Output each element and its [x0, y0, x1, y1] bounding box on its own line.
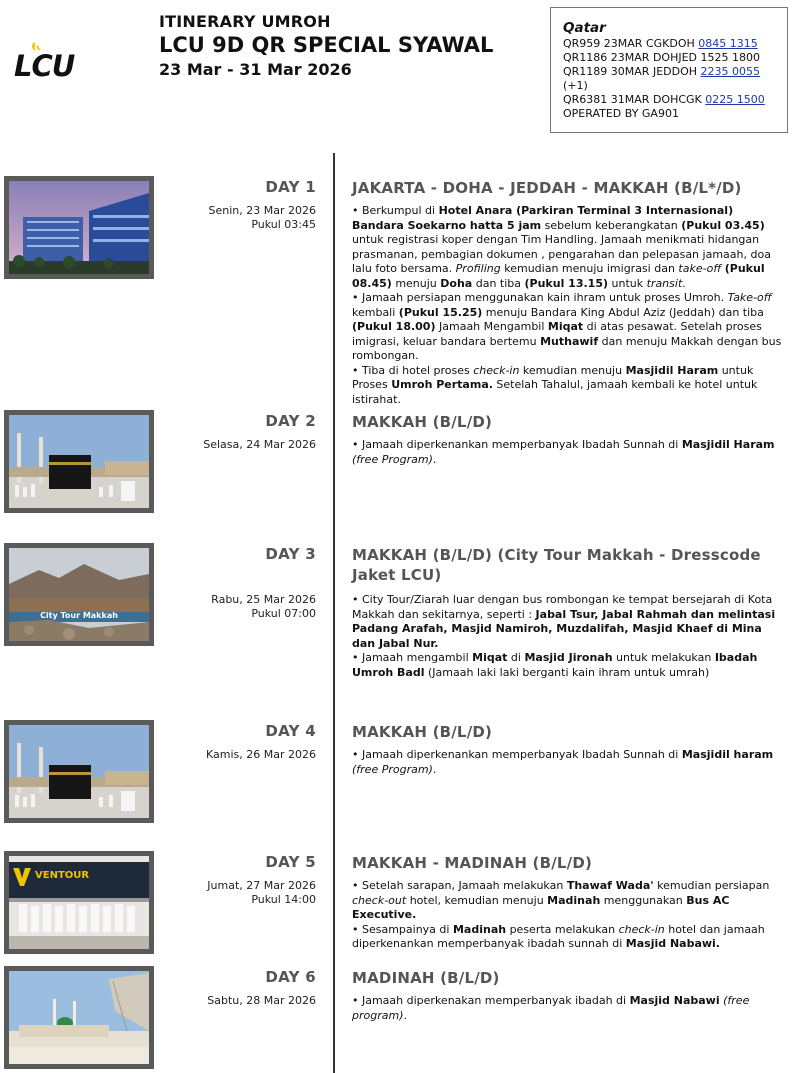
text-segment: .: [432, 452, 437, 466]
text-segment: (Pukul 15.25): [398, 305, 483, 319]
text-segment: Masjid Nabawi.: [625, 937, 720, 950]
text-segment: Madinah: [547, 893, 601, 907]
photo-caption: City Tour Makkah: [40, 611, 118, 620]
text-segment: Profiling: [455, 262, 501, 275]
text-segment: untuk registrasi koper dengan Tim Handling. Jamaah menikmati hidangan prasmanan, pembagian dokumen , pengarahan dan pelepasan jamaah, doa lalu foto bersama.: [352, 233, 771, 275]
flight-text: OPERATED BY GA901: [563, 107, 679, 120]
flight-time-link[interactable]: 0225 1500: [705, 93, 765, 106]
text-segment: Doha: [440, 276, 473, 290]
date-text: Rabu, 25 Mar 2026: [211, 593, 316, 606]
date-text: Senin, 23 Mar 2026: [208, 204, 316, 217]
text-segment: peserta melakukan: [506, 922, 619, 936]
date-text: Kamis, 26 Mar 2026: [206, 748, 316, 761]
description-paragraph: [352, 748, 788, 777]
flight-line: [563, 107, 775, 121]
text-segment: hotel, kemudian menuju: [406, 893, 548, 907]
flight-line: [563, 51, 775, 65]
text-segment: (free Program): [352, 452, 433, 466]
day-title: JAKARTA - DOHA - JEDDAH - MAKKAH (B/L*/D): [352, 179, 742, 197]
text-segment: • Jamaah diperkenankan memperbanyak Ibadah Sunnah di: [352, 748, 682, 761]
day-photo: [4, 410, 154, 513]
text-segment: • Jamaah diperkenakan memperbanyak ibadah di: [352, 994, 630, 1007]
text-segment: dan menuju Makkah dengan bus rombongan.: [352, 334, 782, 362]
text-segment: transit: [646, 276, 683, 290]
text-segment: Ibadah Umroh Badl: [352, 651, 758, 679]
flight-text: QR6381 31MAR DOHCGK: [563, 93, 706, 106]
text-segment: • Sesampainya di: [352, 922, 453, 936]
hotel-building-photo: [9, 181, 149, 274]
flight-time-link[interactable]: 2235 0055: [700, 65, 761, 78]
kaaba-photo: [9, 415, 149, 508]
date-text: Selasa, 24 Mar 2026: [203, 438, 316, 451]
text-segment: Miqat: [547, 320, 584, 333]
text-segment: menuju: [391, 276, 441, 290]
text-segment: (Jamaah laki laki berganti kain ihram untuk umrah): [424, 665, 710, 679]
text-segment: Madinah: [452, 922, 507, 936]
text-segment: Masjidil Haram: [625, 363, 719, 377]
day-photo: [4, 851, 154, 954]
text-segment: (Pukul 08.45): [352, 262, 765, 290]
date-text: Sabtu, 28 Mar 2026: [207, 994, 316, 1007]
text-segment: • Jamaah diperkenankan memperbanyak Ibadah Sunnah di: [352, 438, 682, 451]
text-segment: untuk: [608, 276, 647, 290]
text-segment: .: [432, 762, 437, 776]
city-tour-photo: [9, 548, 149, 641]
flight-text: QR959 23MAR CGKDOH: [563, 37, 699, 50]
text-segment: Thawaf Wada': [566, 879, 654, 892]
group-bus-photo: [9, 856, 149, 949]
day-label: DAY 4: [265, 722, 316, 740]
day-description: [352, 994, 788, 1023]
text-segment: Miqat: [472, 651, 508, 664]
description-paragraph: [352, 923, 788, 952]
nabawi-photo: [9, 971, 149, 1064]
text-segment: di atas pesawat. Setelah proses imigrasi, keluar bandara bertemu: [352, 320, 762, 348]
svg-text:LCU: LCU: [14, 49, 75, 80]
lcu-logo-icon: [12, 38, 88, 80]
text-segment: Bus AC Executive.: [352, 893, 730, 921]
itinerary-header: [159, 12, 493, 79]
flight-text: QR1186 23MAR DOHJED 1525 1800: [563, 51, 760, 64]
day-label: DAY 6: [265, 968, 316, 986]
flight-list: [563, 37, 775, 121]
flight-line: [563, 79, 775, 93]
text-segment: untuk melakukan: [612, 651, 715, 664]
text-segment: menuju Bandara King Abdul Aziz (Jeddah) dan tiba: [482, 305, 764, 319]
text-segment: Masjid Jironah: [524, 651, 613, 664]
text-segment: (Pukul 18.00): [352, 320, 436, 333]
text-segment: Masjidil Haram: [681, 438, 775, 451]
description-paragraph: [352, 593, 788, 651]
day-title: MAKKAH (B/L/D) (City Tour Makkah - Dresscode Jaket LCU): [352, 546, 761, 584]
flight-line: [563, 93, 775, 107]
day-label: DAY 2: [265, 412, 316, 430]
text-segment: • City Tour/Ziarah luar dengan bus rombongan ke tempat bersejarah di Kota Makkah dan sekitarnya, seperti :: [352, 593, 773, 621]
day-date: [207, 994, 316, 1008]
text-segment: kemudian persiapan: [653, 879, 770, 892]
day-label: DAY 5: [265, 853, 316, 871]
text-segment: • Jamaah mengambil: [352, 651, 473, 664]
text-segment: hotel dan jamaah diperkenankan memperbanyak ibadah sunnah di: [352, 922, 765, 950]
text-segment: kemudian menuju: [519, 363, 626, 377]
flight-text: (+1): [563, 79, 588, 92]
text-segment: • Jamaah persiapan menggunakan kain ihram untuk proses Umroh.: [352, 291, 728, 304]
text-segment: take-off: [678, 262, 722, 275]
day-title: MAKKAH (B/L/D): [352, 723, 493, 741]
day-date: [209, 204, 316, 232]
time-text: Pukul 07:00: [251, 607, 316, 620]
description-paragraph: [352, 994, 788, 1023]
text-segment: Jabal Tsur, Jabal Rahmah dan melintasi Padang Arafah, Masjid Namiroh, Muzdalifah, Masjid Khaef di Mina dan Jabal Nur.: [352, 607, 776, 650]
description-paragraph: [352, 651, 788, 680]
text-segment: (Pukul 03.45): [681, 218, 765, 232]
description-paragraph: [352, 204, 788, 291]
day-label: DAY 3: [265, 545, 316, 563]
package-name: LCU 9D QR SPECIAL SYAWAL: [159, 33, 494, 57]
text-segment: Umroh Pertama.: [391, 378, 493, 391]
text-segment: (Pukul 13.15): [524, 276, 609, 290]
day-description: [352, 748, 788, 777]
text-segment: di: [507, 651, 525, 664]
day-title: MADINAH (B/L/D): [352, 969, 500, 987]
flight-line: [563, 37, 775, 51]
timeline-divider: [333, 153, 335, 1073]
text-segment: (free program): [352, 994, 750, 1022]
kaaba-photo: [9, 725, 149, 818]
description-paragraph: [352, 438, 788, 467]
brand-logo: [12, 38, 88, 80]
travel-dates: 23 Mar - 31 Mar 2026: [159, 60, 352, 79]
day-date: [206, 748, 316, 762]
text-segment: .: [682, 276, 686, 290]
text-segment: kembali: [352, 305, 399, 319]
day-photo: [4, 176, 154, 279]
day-description: [352, 204, 788, 407]
day-date: [203, 438, 316, 452]
document-type: ITINERARY UMROH: [159, 12, 331, 31]
time-text: Pukul 03:45: [251, 218, 316, 231]
text-segment: Hotel Anara (Parkiran Terminal 3 Internasional) Bandara Soekarno hatta 5 jam: [352, 204, 734, 232]
text-segment: • Setelah sarapan, Jamaah melakukan: [352, 879, 567, 892]
flight-text: QR1189 30MAR JEDDOH: [563, 65, 701, 78]
photo-caption: VENTOUR: [35, 870, 90, 881]
airline-name: Qatar: [563, 20, 606, 36]
text-segment: check-in: [618, 922, 665, 936]
time-text: Pukul 14:00: [251, 893, 316, 906]
day-description: [352, 593, 788, 680]
day-photo: [4, 543, 154, 646]
flight-line: [563, 65, 775, 79]
text-segment: dan tiba: [472, 276, 525, 290]
text-segment: check-in: [473, 363, 520, 377]
text-segment: check-out: [352, 893, 407, 907]
day-description: [352, 879, 788, 952]
flight-info-box: [550, 7, 788, 133]
text-segment: sebelum keberangkatan: [541, 218, 682, 232]
text-segment: Masjid Nabawi: [629, 994, 720, 1007]
day-title: MAKKAH (B/L/D): [352, 413, 493, 431]
text-segment: Jamaah Mengambil: [435, 320, 548, 333]
description-paragraph: [352, 879, 788, 923]
text-segment: untuk Proses: [352, 363, 754, 391]
description-paragraph: [352, 291, 788, 364]
day-label: DAY 1: [265, 178, 316, 196]
day-title: MAKKAH - MADINAH (B/L/D): [352, 854, 593, 872]
text-segment: Masjidil haram: [681, 748, 774, 761]
day-photo: [4, 966, 154, 1069]
text-segment: Take-off: [727, 291, 772, 304]
date-text: Jumat, 27 Mar 2026: [207, 879, 316, 892]
text-segment: kemudian menuju imigrasi dan: [500, 262, 679, 275]
description-paragraph: [352, 364, 788, 408]
day-date: [207, 879, 316, 907]
day-date: [211, 593, 316, 621]
text-segment: Muthawif: [540, 334, 599, 348]
text-segment: menggunakan: [600, 893, 687, 907]
text-segment: (free Program): [352, 762, 433, 776]
text-segment: • Berkumpul di: [352, 204, 439, 217]
text-segment: .: [403, 1008, 407, 1022]
day-description: [352, 438, 788, 467]
day-photo: [4, 720, 154, 823]
flight-time-link[interactable]: 0845 1315: [698, 37, 758, 50]
text-segment: • Tiba di hotel proses: [352, 363, 474, 377]
text-segment: Setelah Tahalul, jamaah kembali ke hotel untuk istirahat.: [352, 378, 758, 406]
